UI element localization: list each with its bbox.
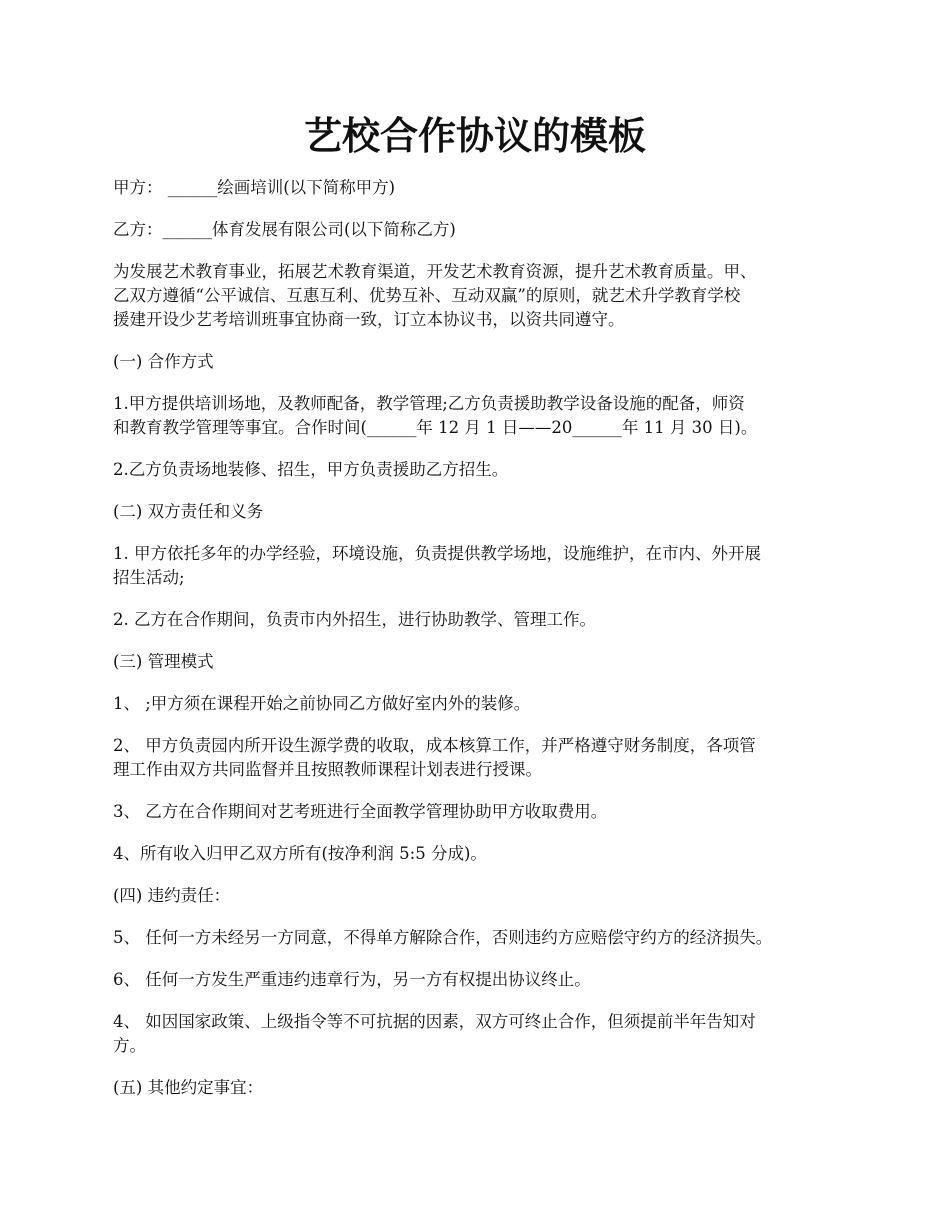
clause-paragraph <box>113 542 853 590</box>
section-heading-other: (五) 其他约定事宜： <box>113 1078 264 1097</box>
preamble-line: 为发展艺术教育事业，拓展艺术教育渠道，开发艺术教育资源，提升艺术教育质量。甲、 <box>113 262 757 281</box>
document-body <box>113 176 853 1118</box>
preamble-paragraph <box>113 260 853 332</box>
party-a-line: 甲方： ______绘画培训(以下简称甲方) <box>113 178 396 197</box>
section-heading-cooperation: (一) 合作方式 <box>113 352 214 371</box>
clause-line: 2、 甲方负责园内所开设生源学费的收取，成本核算工作，并严格遵守财务制度，各项管 <box>113 736 756 755</box>
clause-line: 方。 <box>113 1036 146 1055</box>
clause-paragraph: 6、 任何一方发生严重违约违章行为，另一方有权提出协议终止。 <box>113 970 591 989</box>
clause-line: 理工作由双方共同监督并且按照教师课程计划表进行授课。 <box>113 760 542 779</box>
clause-paragraph: 2.乙方负责场地装修、招生，甲方负责援助乙方招生。 <box>113 460 509 479</box>
preamble-line: 乙双方遵循“公平诚信、互惠互利、优势互补、互动双赢”的原则，就艺术升学教育学校 <box>113 286 741 305</box>
section-heading-breach: (四) 违约责任： <box>113 886 231 905</box>
clause-paragraph <box>113 392 853 440</box>
clause-line: 4、 如因国家政策、上级指令等不可抗据的因素，双方可终止合作，但须提前半年告知对 <box>113 1012 756 1031</box>
clause-paragraph: 3、 乙方在合作期间对艺考班进行全面教学管理协助甲方收取费用。 <box>113 802 608 821</box>
clause-line: 1.甲方提供培训场地，及教师配备，教学管理;乙方负责援助教学设备设施的配备，师资 <box>113 394 745 413</box>
clause-paragraph <box>113 1010 853 1058</box>
clause-line: 招生活动; <box>113 568 185 587</box>
clause-paragraph: 5、 任何一方未经另一方同意，不得单方解除合作，否则违约方应赔偿守约方的经济损失。 <box>113 928 773 947</box>
party-b-line: 乙方：______体育发展有限公司(以下简称乙方) <box>113 220 456 239</box>
clause-line: 和教育教学管理等事宜。合作时间(______年 12 月 1 日——20______年 11 月 30 日)。 <box>113 418 758 437</box>
preamble-line: 援建开设少艺考培训班事宜协商一致，订立本协议书，以资共同遵守。 <box>113 310 625 329</box>
clause-paragraph: 2. 乙方在合作期间，负责市内外招生，进行协助教学、管理工作。 <box>113 610 596 629</box>
clause-paragraph: 4、所有收入归甲乙双方所有(按净利润 5:5 分成)。 <box>113 844 487 863</box>
section-heading-responsibilities: (二) 双方责任和义务 <box>113 502 264 521</box>
clause-paragraph <box>113 734 853 782</box>
clause-line: 1. 甲方依托多年的办学经验，环境设施，负责提供教学场地，设施维护，在市内、外开展 <box>113 544 761 563</box>
clause-paragraph: 1、 ;甲方须在课程开始之前协同乙方做好室内外的装修。 <box>113 694 531 713</box>
section-heading-management: (三) 管理模式 <box>113 652 214 671</box>
document-title: 艺校合作协议的模板 <box>303 113 646 158</box>
